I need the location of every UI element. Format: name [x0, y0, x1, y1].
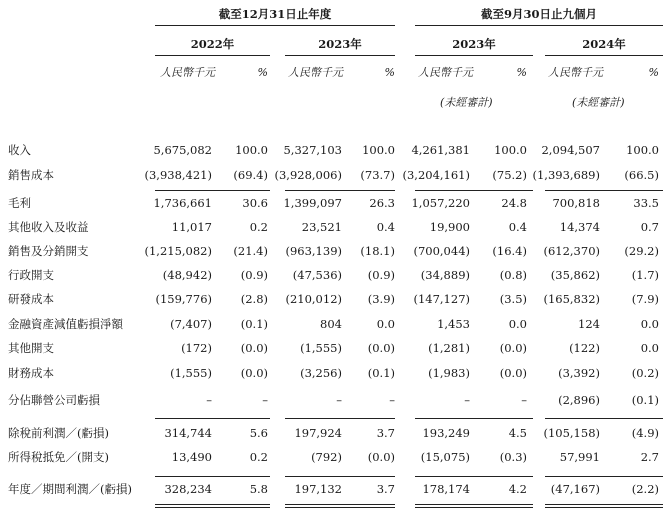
row-label: 收入	[8, 143, 31, 157]
percent-cell: (3.9)	[367, 292, 395, 306]
percent-cell: 0.4	[376, 220, 395, 234]
amount-cell: 14,374	[559, 220, 600, 234]
percent-cell: 0.2	[249, 220, 268, 234]
amount-cell: –	[464, 393, 470, 407]
amount-cell: (159,776)	[155, 292, 212, 306]
percent-cell: (75.2)	[492, 168, 527, 182]
percent-cell: (7.9)	[631, 292, 659, 306]
row-label: 金融資產減值虧損淨額	[8, 317, 123, 331]
amount-cell: 5,675,082	[153, 143, 212, 157]
percent-cell: 26.3	[369, 196, 395, 210]
row-label: 其他收入及收益	[8, 220, 89, 234]
percent-cell: (0.1)	[367, 366, 395, 380]
percent-cell: (4.9)	[631, 426, 659, 440]
subtotal-rule-3d	[545, 476, 663, 477]
amount-cell: (3,204,161)	[402, 168, 470, 182]
amount-cell: 1,057,220	[411, 196, 470, 210]
percent-cell: (2.2)	[631, 482, 659, 496]
year-header-2023-nine-rule	[415, 55, 533, 56]
year-header-2023: 2023年	[318, 37, 362, 51]
amount-cell: 197,132	[294, 482, 342, 496]
amount-cell: (35,862)	[550, 268, 600, 282]
year-header-2022-rule	[155, 55, 270, 56]
amount-cell: (15,075)	[420, 450, 470, 464]
row-label: 行政開支	[8, 268, 54, 282]
percent-cell: 2.7	[640, 450, 659, 464]
row-label: 研發成本	[8, 292, 54, 306]
percent-cell: (0.8)	[499, 268, 527, 282]
total-double-rule-b	[285, 504, 395, 508]
row-label: 所得稅抵免／(開支)	[8, 450, 109, 464]
row-label: 年度／期間利潤／(虧損)	[8, 482, 132, 496]
amount-cell: 124	[578, 317, 600, 331]
amount-cell: 4,261,381	[411, 143, 470, 157]
amount-cell: (48,942)	[162, 268, 212, 282]
amount-cell: (34,889)	[420, 268, 470, 282]
unit-header-3: 人民幣千元	[418, 66, 473, 79]
percent-cell: (0.0)	[499, 366, 527, 380]
amount-cell: 13,490	[171, 450, 212, 464]
amount-cell: (792)	[311, 450, 342, 464]
subtotal-rule-1a	[155, 190, 270, 191]
year-header-2023-nine: 2023年	[452, 37, 496, 51]
percent-cell: (0.0)	[367, 341, 395, 355]
row-label: 毛利	[8, 196, 31, 210]
amount-cell: (1,555)	[170, 366, 212, 380]
percent-cell: –	[262, 393, 268, 407]
percent-cell: (66.5)	[624, 168, 659, 182]
percent-cell: 24.8	[501, 196, 527, 210]
amount-cell: 314,744	[164, 426, 212, 440]
amount-cell: (172)	[181, 341, 212, 355]
subtotal-rule-1c	[415, 190, 533, 191]
amount-cell: (700,044)	[413, 244, 470, 258]
unaudited-note-1: (未經審計)	[440, 96, 493, 109]
row-label: 除稅前利潤／(虧損)	[8, 426, 109, 440]
percent-cell: 3.7	[376, 426, 395, 440]
percent-cell: (0.9)	[240, 268, 268, 282]
amount-cell: 5,327,103	[283, 143, 342, 157]
pct-header-2: %	[384, 66, 395, 79]
amount-cell: 11,017	[171, 220, 212, 234]
percent-cell: (73.7)	[360, 168, 395, 182]
percent-cell: (0.0)	[499, 341, 527, 355]
pct-header-3: %	[516, 66, 527, 79]
percent-cell: 0.0	[640, 341, 659, 355]
amount-cell: 23,521	[301, 220, 342, 234]
amount-cell: 178,174	[422, 482, 470, 496]
subtotal-rule-3a	[155, 476, 270, 477]
amount-cell: (1,281)	[428, 341, 470, 355]
amount-cell: 804	[320, 317, 342, 331]
unit-header-1: 人民幣千元	[160, 66, 215, 79]
percent-cell: 100.0	[626, 143, 659, 157]
amount-cell: 1,399,097	[283, 196, 342, 210]
pct-header-4: %	[648, 66, 659, 79]
percent-cell: (2.8)	[240, 292, 268, 306]
percent-cell: (18.1)	[360, 244, 395, 258]
group-header-annual: 截至12月31日止年度	[218, 7, 332, 21]
amount-cell: (1,215,082)	[144, 244, 212, 258]
percent-cell: 4.2	[508, 482, 527, 496]
amount-cell: 2,094,507	[541, 143, 600, 157]
subtotal-rule-1b	[285, 190, 395, 191]
percent-cell: 4.5	[508, 426, 527, 440]
unit-header-2: 人民幣千元	[288, 66, 343, 79]
percent-cell: 5.6	[249, 426, 268, 440]
total-double-rule-d	[545, 504, 663, 508]
amount-cell: (3,392)	[558, 366, 600, 380]
amount-cell: –	[336, 393, 342, 407]
percent-cell: 100.0	[235, 143, 268, 157]
amount-cell: (612,370)	[543, 244, 600, 258]
percent-cell: (0.1)	[240, 317, 268, 331]
percent-cell: (69.4)	[233, 168, 268, 182]
amount-cell: (1,393,689)	[532, 168, 600, 182]
percent-cell: (0.1)	[631, 393, 659, 407]
amount-cell: 197,924	[294, 426, 342, 440]
row-label: 財務成本	[8, 366, 54, 380]
unaudited-note-2: (未經審計)	[572, 96, 625, 109]
row-label: 銷售成本	[8, 168, 54, 182]
amount-cell: (47,536)	[292, 268, 342, 282]
subtotal-rule-2b	[285, 418, 395, 419]
percent-cell: (29.2)	[624, 244, 659, 258]
amount-cell: (3,256)	[300, 366, 342, 380]
amount-cell: 700,818	[552, 196, 600, 210]
percent-cell: 30.6	[242, 196, 268, 210]
percent-cell: 0.0	[376, 317, 395, 331]
amount-cell: (3,938,421)	[144, 168, 212, 182]
percent-cell: (21.4)	[233, 244, 268, 258]
row-label: 分佔聯營公司虧損	[8, 393, 100, 407]
amount-cell: (1,983)	[428, 366, 470, 380]
percent-cell: –	[521, 393, 527, 407]
amount-cell: 1,736,661	[153, 196, 212, 210]
percent-cell: (0.3)	[499, 450, 527, 464]
amount-cell: (105,158)	[543, 426, 600, 440]
group-header-annual-rule	[155, 25, 395, 26]
subtotal-rule-3b	[285, 476, 395, 477]
percent-cell: 0.4	[508, 220, 527, 234]
amount-cell: (1,555)	[300, 341, 342, 355]
year-header-2023-rule	[285, 55, 395, 56]
subtotal-rule-3c	[415, 476, 533, 477]
subtotal-rule-2d	[545, 418, 663, 419]
subtotal-rule-2c	[415, 418, 533, 419]
year-header-2024-nine: 2024年	[582, 37, 626, 51]
group-header-nine-months-rule	[415, 25, 663, 26]
percent-cell: 100.0	[494, 143, 527, 157]
year-header-2024-nine-rule	[545, 55, 663, 56]
percent-cell: (0.0)	[367, 450, 395, 464]
percent-cell: 0.0	[508, 317, 527, 331]
percent-cell: (0.0)	[240, 341, 268, 355]
amount-cell: –	[206, 393, 212, 407]
amount-cell: (165,832)	[543, 292, 600, 306]
amount-cell: (2,896)	[558, 393, 600, 407]
percent-cell: 3.7	[376, 482, 395, 496]
amount-cell: 328,234	[164, 482, 212, 496]
total-double-rule-c	[415, 504, 533, 508]
group-header-nine-months: 截至9月30日止九個月	[480, 7, 597, 21]
row-label: 其他開支	[8, 341, 54, 355]
percent-cell: –	[389, 393, 395, 407]
amount-cell: (210,012)	[285, 292, 342, 306]
percent-cell: 33.5	[633, 196, 659, 210]
amount-cell: 57,991	[559, 450, 600, 464]
amount-cell: (147,127)	[413, 292, 470, 306]
percent-cell: (0.2)	[631, 366, 659, 380]
percent-cell: 5.8	[249, 482, 268, 496]
percent-cell: (3.5)	[499, 292, 527, 306]
amount-cell: (963,139)	[285, 244, 342, 258]
unit-header-4: 人民幣千元	[548, 66, 603, 79]
subtotal-rule-2a	[155, 418, 270, 419]
amount-cell: 19,900	[429, 220, 470, 234]
pct-header-1: %	[257, 66, 268, 79]
amount-cell: (3,928,006)	[274, 168, 342, 182]
row-label: 銷售及分銷開支	[8, 244, 89, 258]
subtotal-rule-1d	[545, 190, 663, 191]
amount-cell: (7,407)	[170, 317, 212, 331]
percent-cell: (16.4)	[492, 244, 527, 258]
percent-cell: (0.9)	[367, 268, 395, 282]
percent-cell: 100.0	[362, 143, 395, 157]
amount-cell: (47,167)	[550, 482, 600, 496]
amount-cell: (122)	[569, 341, 600, 355]
percent-cell: 0.2	[249, 450, 268, 464]
year-header-2022: 2022年	[190, 37, 235, 51]
percent-cell: (0.0)	[240, 366, 268, 380]
percent-cell: (1.7)	[631, 268, 659, 282]
percent-cell: 0.0	[640, 317, 659, 331]
amount-cell: 193,249	[422, 426, 470, 440]
percent-cell: 0.7	[640, 220, 659, 234]
total-double-rule-a	[155, 504, 270, 508]
amount-cell: 1,453	[437, 317, 470, 331]
